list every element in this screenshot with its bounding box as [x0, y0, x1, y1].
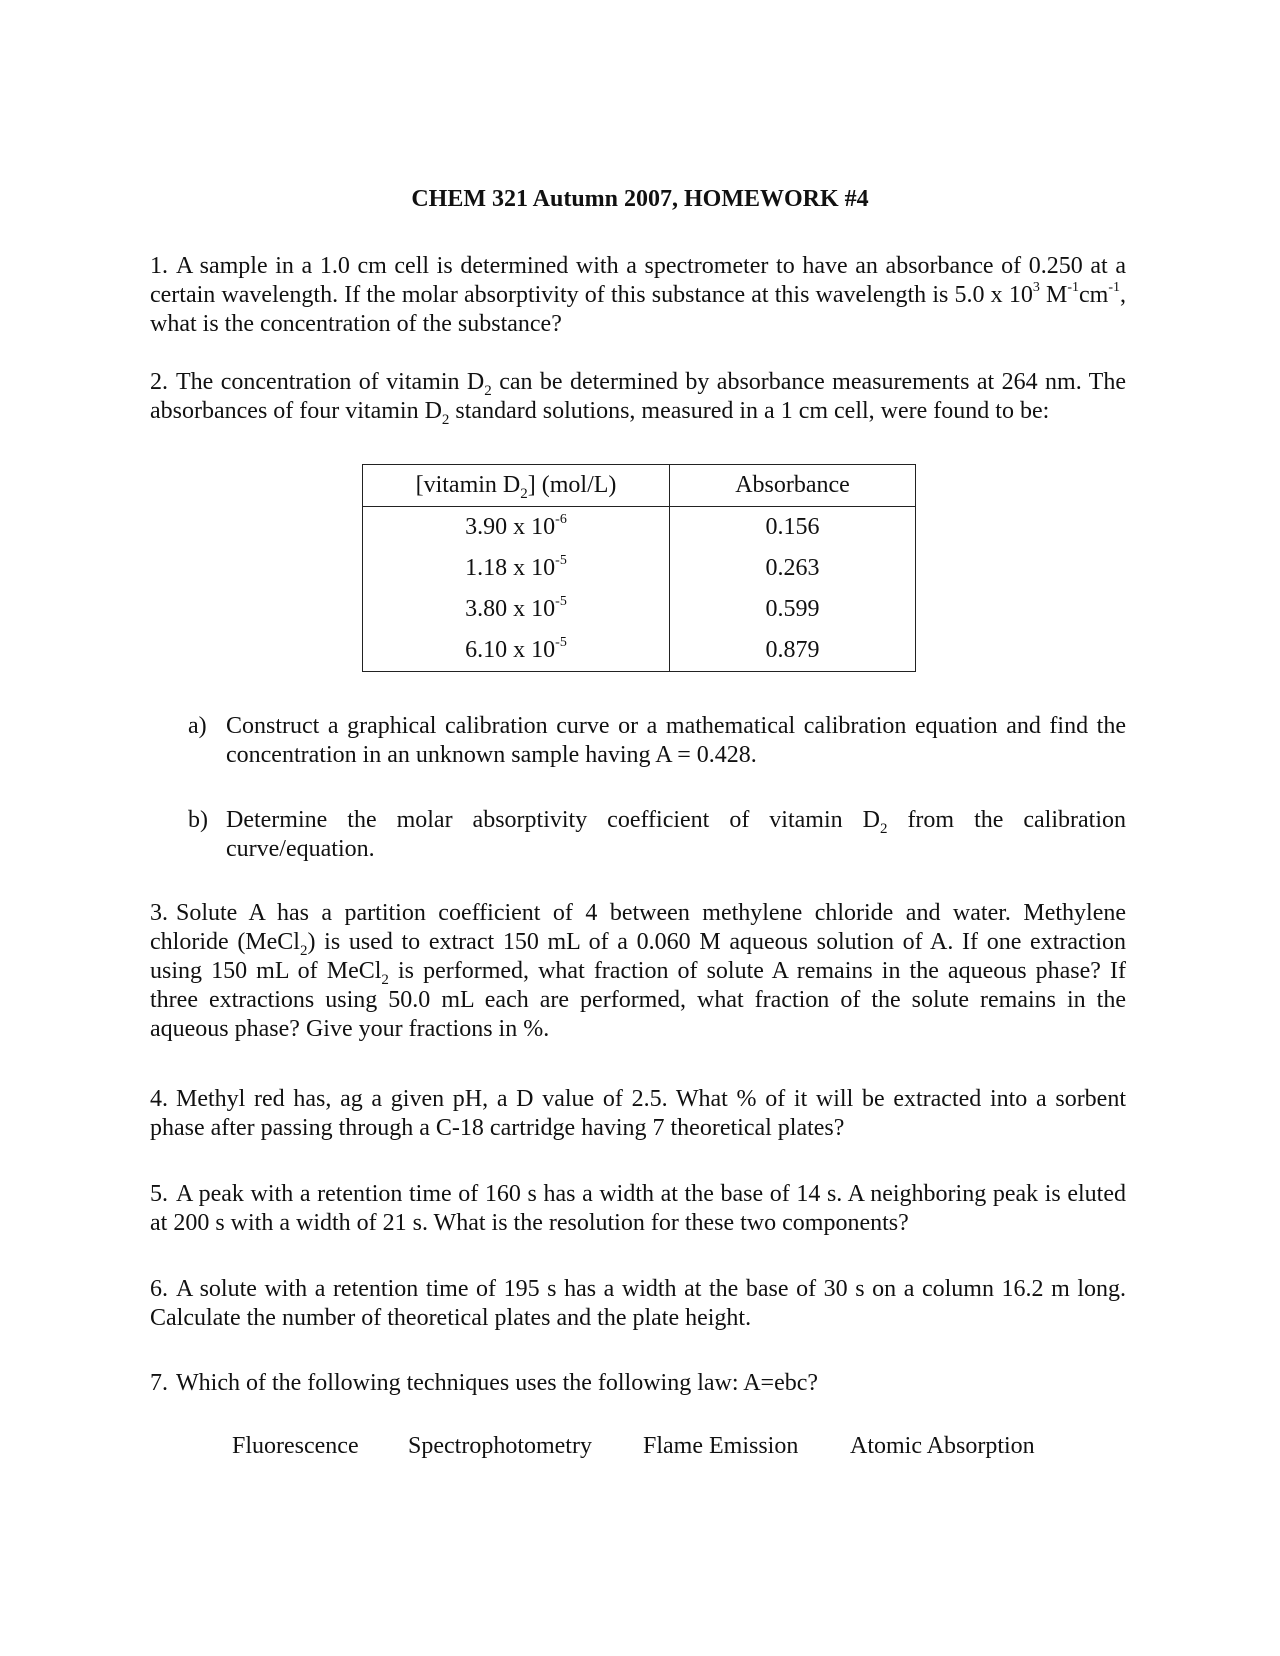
question-text: The concentration of vitamin D: [176, 369, 485, 395]
table-row: [363, 507, 916, 549]
question-text: is performed, what fraction of solute A remains in the aqueous phase? If three extractions using 50.0 mL each are performed, what fraction of the solute remains in the aqueous phase? Give your fractions in %.: [150, 958, 1126, 1042]
question-text: A solute with a retention time of 195 s has a width at the base of 30 s on a column 16.2 m long. Calculate the number of theoretical plates and the plate height.: [150, 1276, 1126, 1331]
table-row: [363, 630, 916, 672]
choice-fluorescence: Fluorescence: [232, 1433, 359, 1459]
absorbance-cell: 0.879: [670, 630, 916, 672]
subscript: 2: [441, 411, 450, 428]
unit-text: cm: [1079, 282, 1109, 308]
concentration-cell: 3.90 x $10^{-6}$: [363, 507, 670, 549]
question-number: 1.: [150, 253, 168, 279]
question-text: A peak with a retention time of 160 s has a width at the base of 14 s. A neighboring peak is eluted at 200 s with a width of 21 s. What is the resolution for these two components?: [150, 1181, 1126, 1236]
table-header-row: [363, 465, 916, 507]
question-2a: [188, 712, 1126, 770]
question-number: 2.: [150, 369, 168, 395]
question-number: 3.: [150, 900, 168, 926]
question-number: 7.: [150, 1370, 168, 1396]
question-number: 4.: [150, 1086, 168, 1112]
question-text: Which of the following techniques uses the following law: A=ebc?: [176, 1370, 819, 1396]
unit-text: M: [1046, 282, 1068, 308]
sub-question-letter: b): [188, 807, 208, 833]
question-number: 5.: [150, 1181, 168, 1207]
sub-question-text: Determine the molar absorptivity coefficient of vitamin $D_2$ from the calibration curve/equation.: [226, 807, 1126, 862]
question-text: can be determined by absorbance measurements at 264 nm. The absorbances of four vitamin D: [150, 369, 1126, 424]
absorbance-cell: 0.156: [670, 507, 916, 549]
absorbance-cell: 0.599: [670, 589, 916, 630]
question-text: standard solutions, measured in a 1 cm cell, were found to be:: [449, 398, 1050, 424]
question-text: A sample in a 1.0 cm cell is determined with a spectrometer to have an absorbance of 0.250 at a certain wavelength. If the molar absorptivity of this substance at this wavelength is 5.0 x 10: [150, 253, 1126, 308]
question-2: [150, 368, 1126, 426]
page-title: CHEM 321 Autumn 2007, HOMEWORK #4: [411, 186, 869, 212]
question-2b: [188, 806, 1126, 864]
question-text: , what is the concentration of the substance?: [150, 282, 1127, 337]
subscript: 2: [484, 382, 492, 399]
superscript: -1: [1108, 280, 1121, 295]
subscript: 2: [299, 942, 308, 959]
question-3: [150, 899, 1126, 1044]
table-row: [363, 589, 916, 630]
superscript: -1: [1067, 280, 1080, 295]
concentration-cell: 1.18 x $10^{-5}$: [363, 548, 670, 589]
question-text: ) is used to extract 150 mL of a 0.060 M aqueous solution of A. If one extraction using 150 mL of MeCl: [150, 929, 1126, 984]
question-5: [150, 1180, 1126, 1238]
choice-flame-emission: Flame Emission: [643, 1433, 799, 1459]
question-text: Solute A has a partition coefficient of 4 between methylene chloride and water. Methylene chloride (MeCl: [150, 900, 1126, 955]
absorbance-cell: 0.263: [670, 548, 916, 589]
subscript: 2: [381, 971, 389, 988]
question-number: 6.: [150, 1276, 168, 1302]
sub-question-letter: a): [188, 713, 207, 739]
table-row: [363, 548, 916, 589]
column-header-absorbance: Absorbance: [670, 465, 916, 507]
sub-question-text: Construct a graphical calibration curve or a mathematical calibration equation and find the concentration in an unknown sample having A = 0.428.: [226, 713, 1126, 768]
question-6: [150, 1275, 1126, 1333]
choice-spectrophotometry: Spectrophotometry: [408, 1433, 592, 1459]
superscript: 3: [1032, 280, 1040, 295]
question-text: Methyl red has, ag a given pH, a D value of 2.5. What % of it will be extracted into a sorbent phase after passing through a C-18 cartridge having 7 theoretical plates?: [150, 1086, 1126, 1141]
column-header-concentration: [vitamin $D_2$] (mol/L): [363, 465, 670, 507]
question-4: [150, 1085, 1126, 1143]
question-7: [150, 1369, 1126, 1398]
choice-atomic-absorption: Atomic Absorption: [850, 1433, 1035, 1459]
concentration-cell: 6.10 x $10^{-5}$: [363, 630, 670, 672]
question-1: [150, 252, 1126, 339]
concentration-cell: 3.80 x $10^{-5}$: [363, 589, 670, 630]
calibration-table: [362, 464, 916, 672]
